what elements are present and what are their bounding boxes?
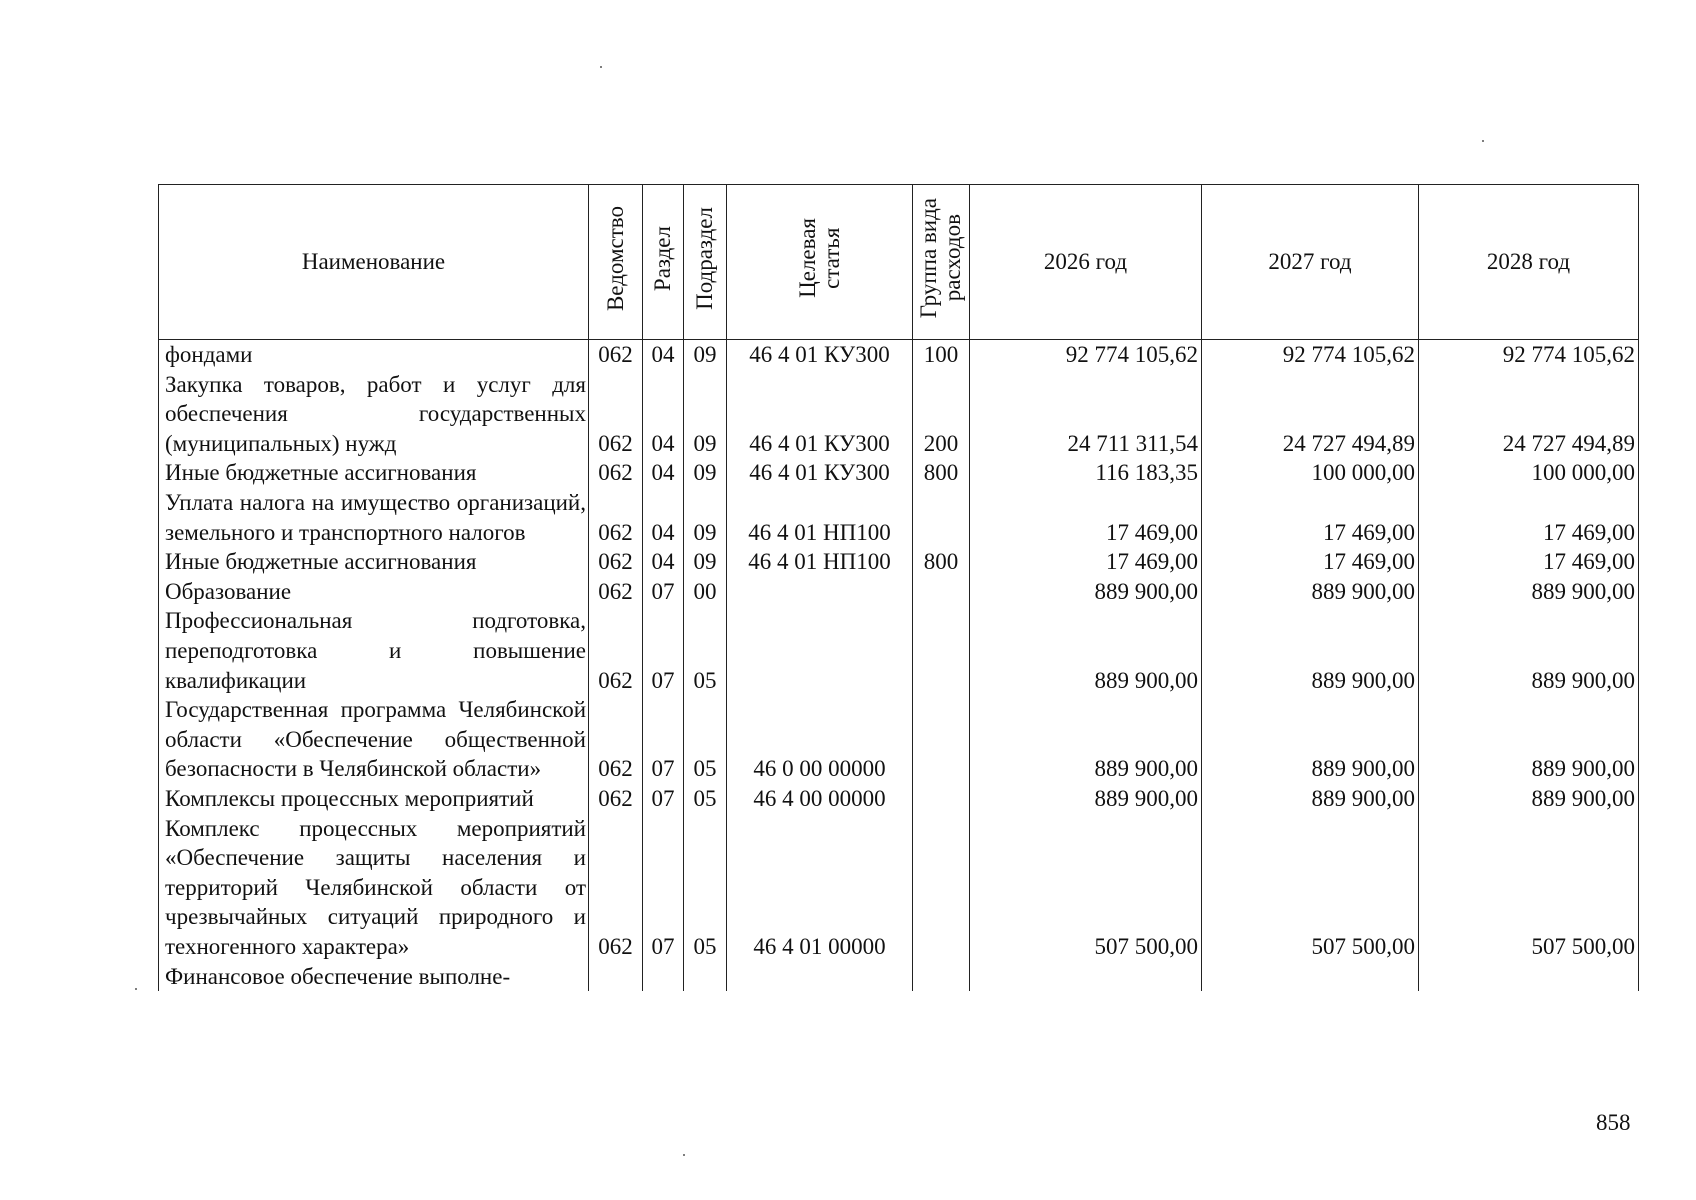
cell-celevaya-statya: 46 4 01 00000	[727, 814, 913, 962]
cell-razdel: 07	[643, 577, 684, 607]
cell-2026: 116 183,35	[970, 458, 1202, 488]
header-2027: 2027 год	[1202, 185, 1419, 340]
table-row	[159, 458, 1639, 488]
cell-name: Образование	[159, 577, 589, 607]
cell-2027: 889 900,00	[1202, 606, 1419, 695]
cell-vedomstvo	[589, 961, 643, 991]
cell-razdel: 07	[643, 814, 684, 962]
cell-2026: 889 900,00	[970, 695, 1202, 784]
cell-2027: 889 900,00	[1202, 695, 1419, 784]
cell-podrazdel: 05	[684, 784, 727, 814]
cell-gruppa-vida-rashodov	[913, 695, 970, 784]
cell-gruppa-vida-rashodov	[913, 784, 970, 814]
header-2026: 2026 год	[970, 185, 1202, 340]
cell-celevaya-statya: 46 4 00 00000	[727, 784, 913, 814]
cell-celevaya-statya: 46 4 01 КУ300	[727, 340, 913, 370]
page-number: 858	[1596, 1110, 1631, 1135]
cell-2027: 17 469,00	[1202, 547, 1419, 577]
header-celevaya-statya: Целевая статья	[727, 185, 913, 340]
cell-gruppa-vida-rashodov	[913, 606, 970, 695]
cell-vedomstvo: 062	[589, 784, 643, 814]
cell-vedomstvo: 062	[589, 695, 643, 784]
cell-2026: 17 469,00	[970, 547, 1202, 577]
cell-2028	[1419, 961, 1639, 991]
cell-2028: 100 000,00	[1419, 458, 1639, 488]
table-header-row	[159, 185, 1639, 340]
cell-vedomstvo: 062	[589, 606, 643, 695]
cell-celevaya-statya: 46 4 01 КУ300	[727, 458, 913, 488]
cell-celevaya-statya	[727, 606, 913, 695]
cell-podrazdel: 09	[684, 340, 727, 370]
cell-podrazdel: 05	[684, 606, 727, 695]
cell-celevaya-statya: 46 0 00 00000	[727, 695, 913, 784]
cell-gruppa-vida-rashodov: 100	[913, 340, 970, 370]
header-podrazdel: Подраздел	[684, 185, 727, 340]
cell-2027: 100 000,00	[1202, 458, 1419, 488]
cell-celevaya-statya: 46 4 01 НП100	[727, 547, 913, 577]
cell-name: Профессиональная подготовка, переподготовка и повышение квалификации	[159, 606, 589, 695]
cell-2026: 889 900,00	[970, 606, 1202, 695]
cell-celevaya-statya: 46 4 01 КУ300	[727, 370, 913, 459]
table-row	[159, 370, 1639, 459]
cell-2028: 889 900,00	[1419, 695, 1639, 784]
cell-2028: 24 727 494,89	[1419, 370, 1639, 459]
cell-podrazdel: 05	[684, 695, 727, 784]
cell-celevaya-statya	[727, 577, 913, 607]
table-row	[159, 488, 1639, 547]
table-row	[159, 961, 1639, 991]
table-row	[159, 577, 1639, 607]
cell-name: Комплекс процессных мероприятий «Обеспечение защиты населения и территорий Челябинской области от чрезвычайных ситуаций природного и техногенного характера»	[159, 814, 589, 962]
cell-podrazdel: 09	[684, 370, 727, 459]
cell-2027: 24 727 494,89	[1202, 370, 1419, 459]
cell-vedomstvo: 062	[589, 370, 643, 459]
cell-podrazdel	[684, 961, 727, 991]
cell-razdel: 04	[643, 370, 684, 459]
cell-name: Комплексы процессных мероприятий	[159, 784, 589, 814]
cell-2027: 507 500,00	[1202, 814, 1419, 962]
cell-podrazdel: 09	[684, 488, 727, 547]
cell-2027: 17 469,00	[1202, 488, 1419, 547]
cell-vedomstvo: 062	[589, 814, 643, 962]
cell-2027	[1202, 961, 1419, 991]
cell-vedomstvo: 062	[589, 458, 643, 488]
cell-2026: 889 900,00	[970, 577, 1202, 607]
cell-podrazdel: 09	[684, 547, 727, 577]
cell-2027: 92 774 105,62	[1202, 340, 1419, 370]
cell-vedomstvo: 062	[589, 488, 643, 547]
scan-speck	[135, 988, 137, 990]
cell-gruppa-vida-rashodov	[913, 814, 970, 962]
cell-2026: 92 774 105,62	[970, 340, 1202, 370]
cell-2026: 507 500,00	[970, 814, 1202, 962]
header-2028: 2028 год	[1419, 185, 1639, 340]
cell-gruppa-vida-rashodov: 800	[913, 458, 970, 488]
table-row	[159, 784, 1639, 814]
table-row	[159, 606, 1639, 695]
table-row	[159, 814, 1639, 962]
header-name: Наименование	[159, 185, 589, 340]
scan-speck	[1482, 140, 1484, 142]
cell-name: Государственная программа Челябинской области «Обеспечение общественной безопасности в Челябинской области»	[159, 695, 589, 784]
cell-vedomstvo: 062	[589, 577, 643, 607]
cell-2028: 17 469,00	[1419, 488, 1639, 547]
header-razdel: Раздел	[643, 185, 684, 340]
cell-2028: 17 469,00	[1419, 547, 1639, 577]
cell-name: Иные бюджетные ассигнования	[159, 458, 589, 488]
cell-celevaya-statya	[727, 961, 913, 991]
header-vedomstvo: Ведомство	[589, 185, 643, 340]
cell-name: Иные бюджетные ассигнования	[159, 547, 589, 577]
cell-razdel: 07	[643, 784, 684, 814]
cell-razdel: 04	[643, 340, 684, 370]
table-body	[159, 340, 1639, 992]
cell-razdel: 04	[643, 488, 684, 547]
cell-2028: 92 774 105,62	[1419, 340, 1639, 370]
cell-2028: 889 900,00	[1419, 577, 1639, 607]
cell-gruppa-vida-rashodov: 800	[913, 547, 970, 577]
cell-celevaya-statya: 46 4 01 НП100	[727, 488, 913, 547]
cell-razdel: 04	[643, 458, 684, 488]
scan-speck	[683, 1154, 685, 1156]
cell-razdel: 07	[643, 606, 684, 695]
cell-gruppa-vida-rashodov	[913, 961, 970, 991]
cell-2026	[970, 961, 1202, 991]
table-row	[159, 695, 1639, 784]
cell-2028: 889 900,00	[1419, 606, 1639, 695]
cell-razdel: 04	[643, 547, 684, 577]
cell-2026: 889 900,00	[970, 784, 1202, 814]
header-gruppa-vida-rashodov: Группа вида расходов	[913, 185, 970, 340]
budget-table	[158, 184, 1639, 991]
cell-2027: 889 900,00	[1202, 577, 1419, 607]
table-row	[159, 547, 1639, 577]
cell-razdel	[643, 961, 684, 991]
cell-name: фондами	[159, 340, 589, 370]
table-row	[159, 340, 1639, 370]
cell-2028: 507 500,00	[1419, 814, 1639, 962]
cell-podrazdel: 00	[684, 577, 727, 607]
cell-gruppa-vida-rashodov	[913, 577, 970, 607]
cell-2026: 17 469,00	[970, 488, 1202, 547]
cell-name: Уплата налога на имущество организаций, земельного и транспортного налогов	[159, 488, 589, 547]
scan-speck	[600, 66, 602, 68]
cell-2026: 24 711 311,54	[970, 370, 1202, 459]
cell-name: Закупка товаров, работ и услуг для обеспечения государственных (муниципальных) нужд	[159, 370, 589, 459]
cell-gruppa-vida-rashodov	[913, 488, 970, 547]
cell-2028: 889 900,00	[1419, 784, 1639, 814]
cell-name: Финансовое обеспечение выполне-	[159, 961, 589, 991]
cell-podrazdel: 05	[684, 814, 727, 962]
cell-2027: 889 900,00	[1202, 784, 1419, 814]
cell-gruppa-vida-rashodov: 200	[913, 370, 970, 459]
cell-vedomstvo: 062	[589, 340, 643, 370]
cell-razdel: 07	[643, 695, 684, 784]
cell-podrazdel: 09	[684, 458, 727, 488]
cell-vedomstvo: 062	[589, 547, 643, 577]
